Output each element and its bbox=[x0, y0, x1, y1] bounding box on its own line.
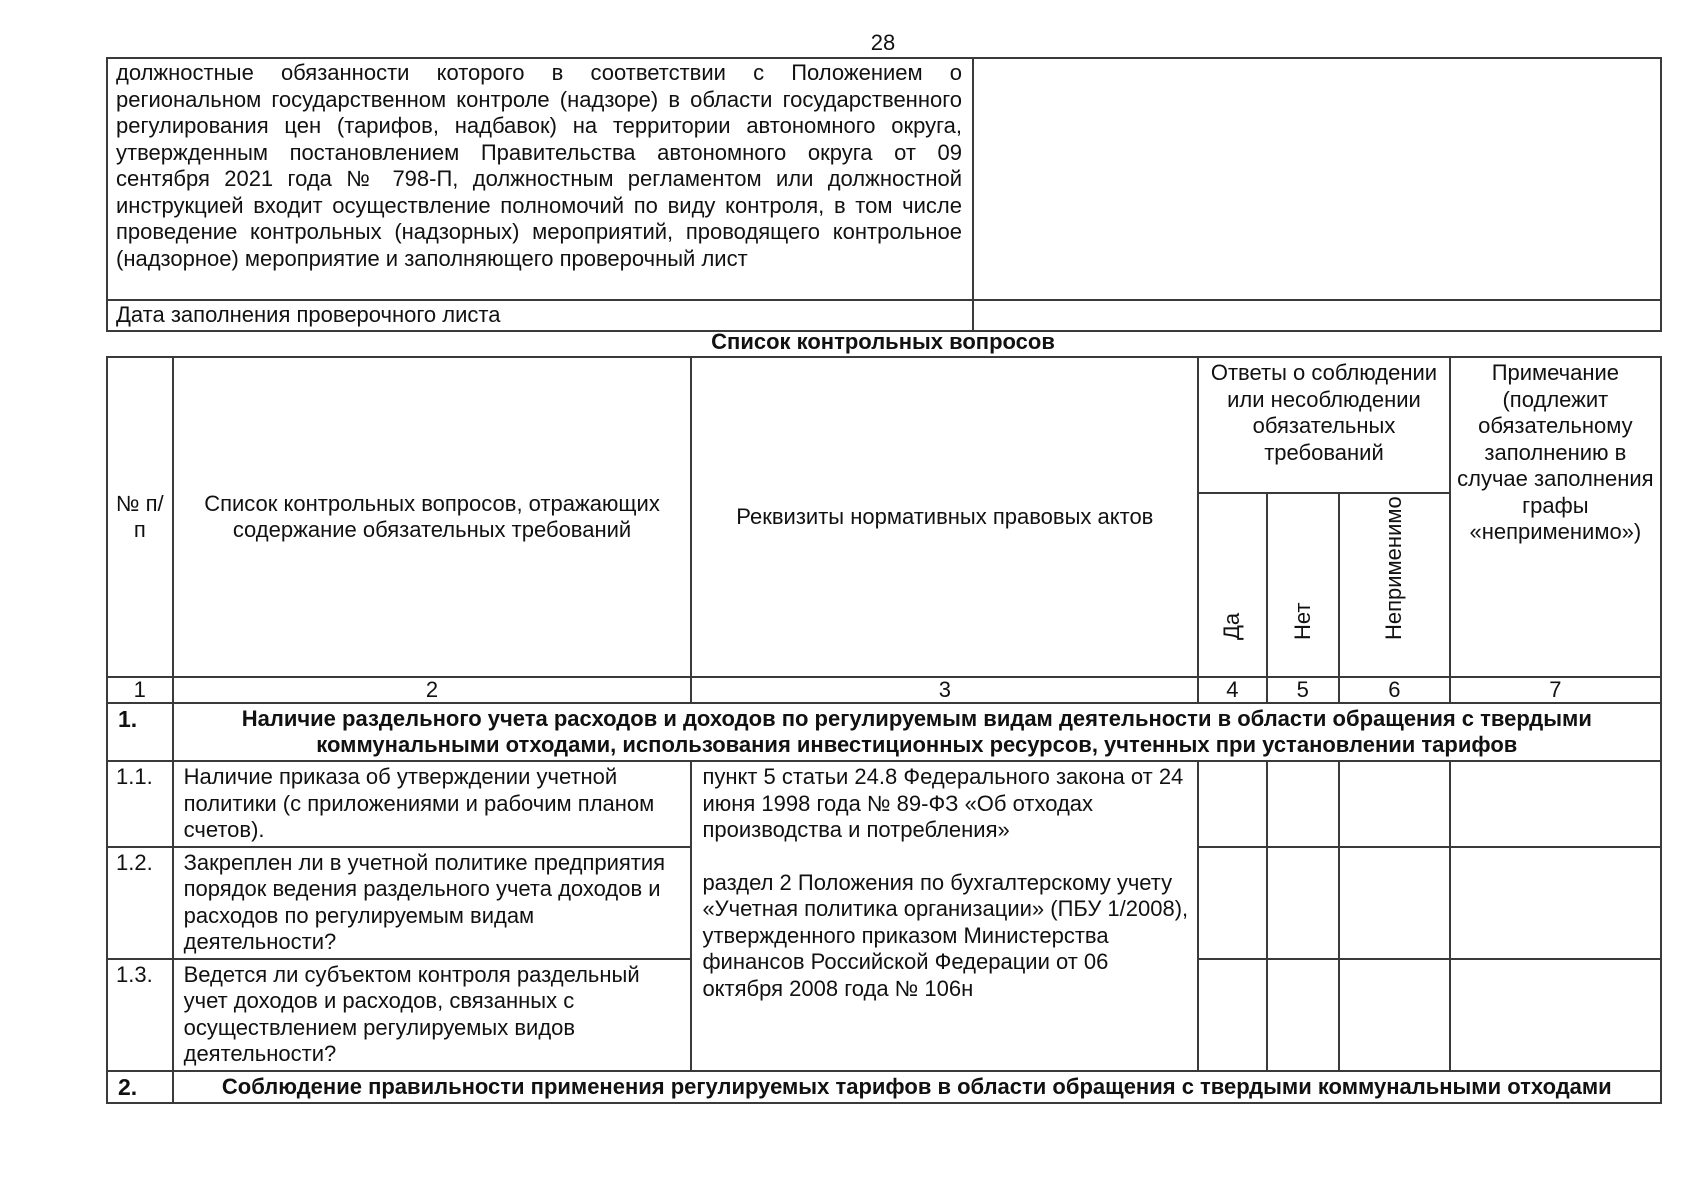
column-number: 2 bbox=[173, 677, 692, 703]
header-answers: Ответы о соблюдении или несоблюдении обязательных требований bbox=[1198, 357, 1449, 493]
header-na-label: Неприменимо bbox=[1381, 496, 1407, 640]
header-requisites: Реквизиты нормативных правовых актов bbox=[691, 357, 1198, 677]
question-number: 1.1. bbox=[107, 761, 173, 847]
answer-yes-cell[interactable] bbox=[1198, 847, 1266, 959]
page-number: 28 bbox=[870, 30, 896, 55]
answer-yes-cell[interactable] bbox=[1198, 761, 1266, 847]
inspector-description-cell: должностные обязанности которого в соответствии с Положением о региональном государственном контроле (надзоре) в области государственного регулирования цен (тарифов, надбавок) на территории автономного округа, утвержденным постановлением Правительства автономного округа от 09 сентября 2021 года № 798-П, должностным регламентом или должностной инструкцией входит осуществление полномочий по виду контроля, в том числе проведение контрольных (надзорных) мероприятий, проводящего контрольное (надзорное) мероприятие и заполняющего проверочный лист bbox=[107, 58, 973, 300]
column-number: 7 bbox=[1450, 677, 1661, 703]
column-number: 1 bbox=[107, 677, 173, 703]
question-number: 1.3. bbox=[107, 959, 173, 1071]
requisites-law: пункт 5 статьи 24.8 Федерального закона от 24 июня 1998 года № 89-ФЗ «Об отходах производства и потребления» bbox=[702, 764, 1184, 842]
requisites-pbu: раздел 2 Положения по бухгалтерскому учету «Учетная политика организации» (ПБУ 1/2008), утвержденного приказом Министерства финансов Российской Федерации от 06 октября 2008 года № 106н bbox=[702, 869, 1189, 1001]
question-number: 1.2. bbox=[107, 847, 173, 959]
header-na bbox=[1339, 493, 1450, 677]
section-row bbox=[107, 1071, 1661, 1104]
fill-date-value-cell[interactable] bbox=[973, 300, 1661, 331]
column-number: 3 bbox=[691, 677, 1198, 703]
fill-date-row bbox=[107, 300, 1661, 331]
header-questions: Список контрольных вопросов, отражающих содержание обязательных требований bbox=[173, 357, 692, 677]
answer-na-cell[interactable] bbox=[1339, 959, 1450, 1071]
answer-no-cell[interactable] bbox=[1267, 761, 1339, 847]
answer-na-cell[interactable] bbox=[1339, 761, 1450, 847]
question-text: Ведется ли субъектом контроля раздельный учет доходов и расходов, связанных с осуществлением регулируемых видов деятельности? bbox=[173, 959, 692, 1071]
header-yes-label: Да bbox=[1219, 612, 1245, 640]
inspector-info-table bbox=[106, 57, 1662, 332]
header-no bbox=[1267, 493, 1339, 677]
note-cell[interactable] bbox=[1450, 761, 1661, 847]
answer-na-cell[interactable] bbox=[1339, 847, 1450, 959]
note-cell[interactable] bbox=[1450, 959, 1661, 1071]
header-yes bbox=[1198, 493, 1266, 677]
column-number: 4 bbox=[1198, 677, 1266, 703]
note-cell[interactable] bbox=[1450, 847, 1661, 959]
header-num: № п/п bbox=[107, 357, 173, 677]
column-number: 5 bbox=[1267, 677, 1339, 703]
section-title: Соблюдение правильности применения регулируемых тарифов в области обращения с твердыми коммунальными отходами bbox=[173, 1071, 1661, 1104]
question-text: Наличие приказа об утверждении учетной политики (с приложениями и рабочим планом счетов). bbox=[173, 761, 692, 847]
answer-yes-cell[interactable] bbox=[1198, 959, 1266, 1071]
header-note: Примечание (подлежит обязательному заполнению в случае заполнения графы «неприменимо») bbox=[1450, 357, 1661, 677]
column-number: 6 bbox=[1339, 677, 1450, 703]
fill-date-label: Дата заполнения проверочного листа bbox=[107, 300, 973, 331]
section-title: Наличие раздельного учета расходов и доходов по регулируемым видам деятельности в области обращения с твердыми коммунальными отходами, использования инвестиционных ресурсов, учтенных при установлении тарифов bbox=[173, 703, 1661, 761]
checklist-title: Список контрольных вопросов bbox=[711, 329, 1055, 354]
header-row-1 bbox=[107, 357, 1661, 493]
question-text: Закреплен ли в учетной политике предприятия порядок ведения раздельного учета доходов и расходов по регулируемым видам деятельности? bbox=[173, 847, 692, 959]
header-no-label: Нет bbox=[1289, 602, 1315, 640]
answer-no-cell[interactable] bbox=[1267, 847, 1339, 959]
answer-no-cell[interactable] bbox=[1267, 959, 1339, 1071]
table-row bbox=[107, 761, 1661, 847]
checklist-table bbox=[106, 356, 1662, 1104]
section-number: 1. bbox=[107, 703, 173, 761]
inspector-value-cell[interactable] bbox=[973, 58, 1661, 300]
section-number: 2. bbox=[107, 1071, 173, 1104]
section-row bbox=[107, 703, 1661, 761]
column-number-row bbox=[107, 677, 1661, 703]
requisites-cell bbox=[691, 761, 1198, 1071]
inspector-row bbox=[107, 58, 1661, 300]
